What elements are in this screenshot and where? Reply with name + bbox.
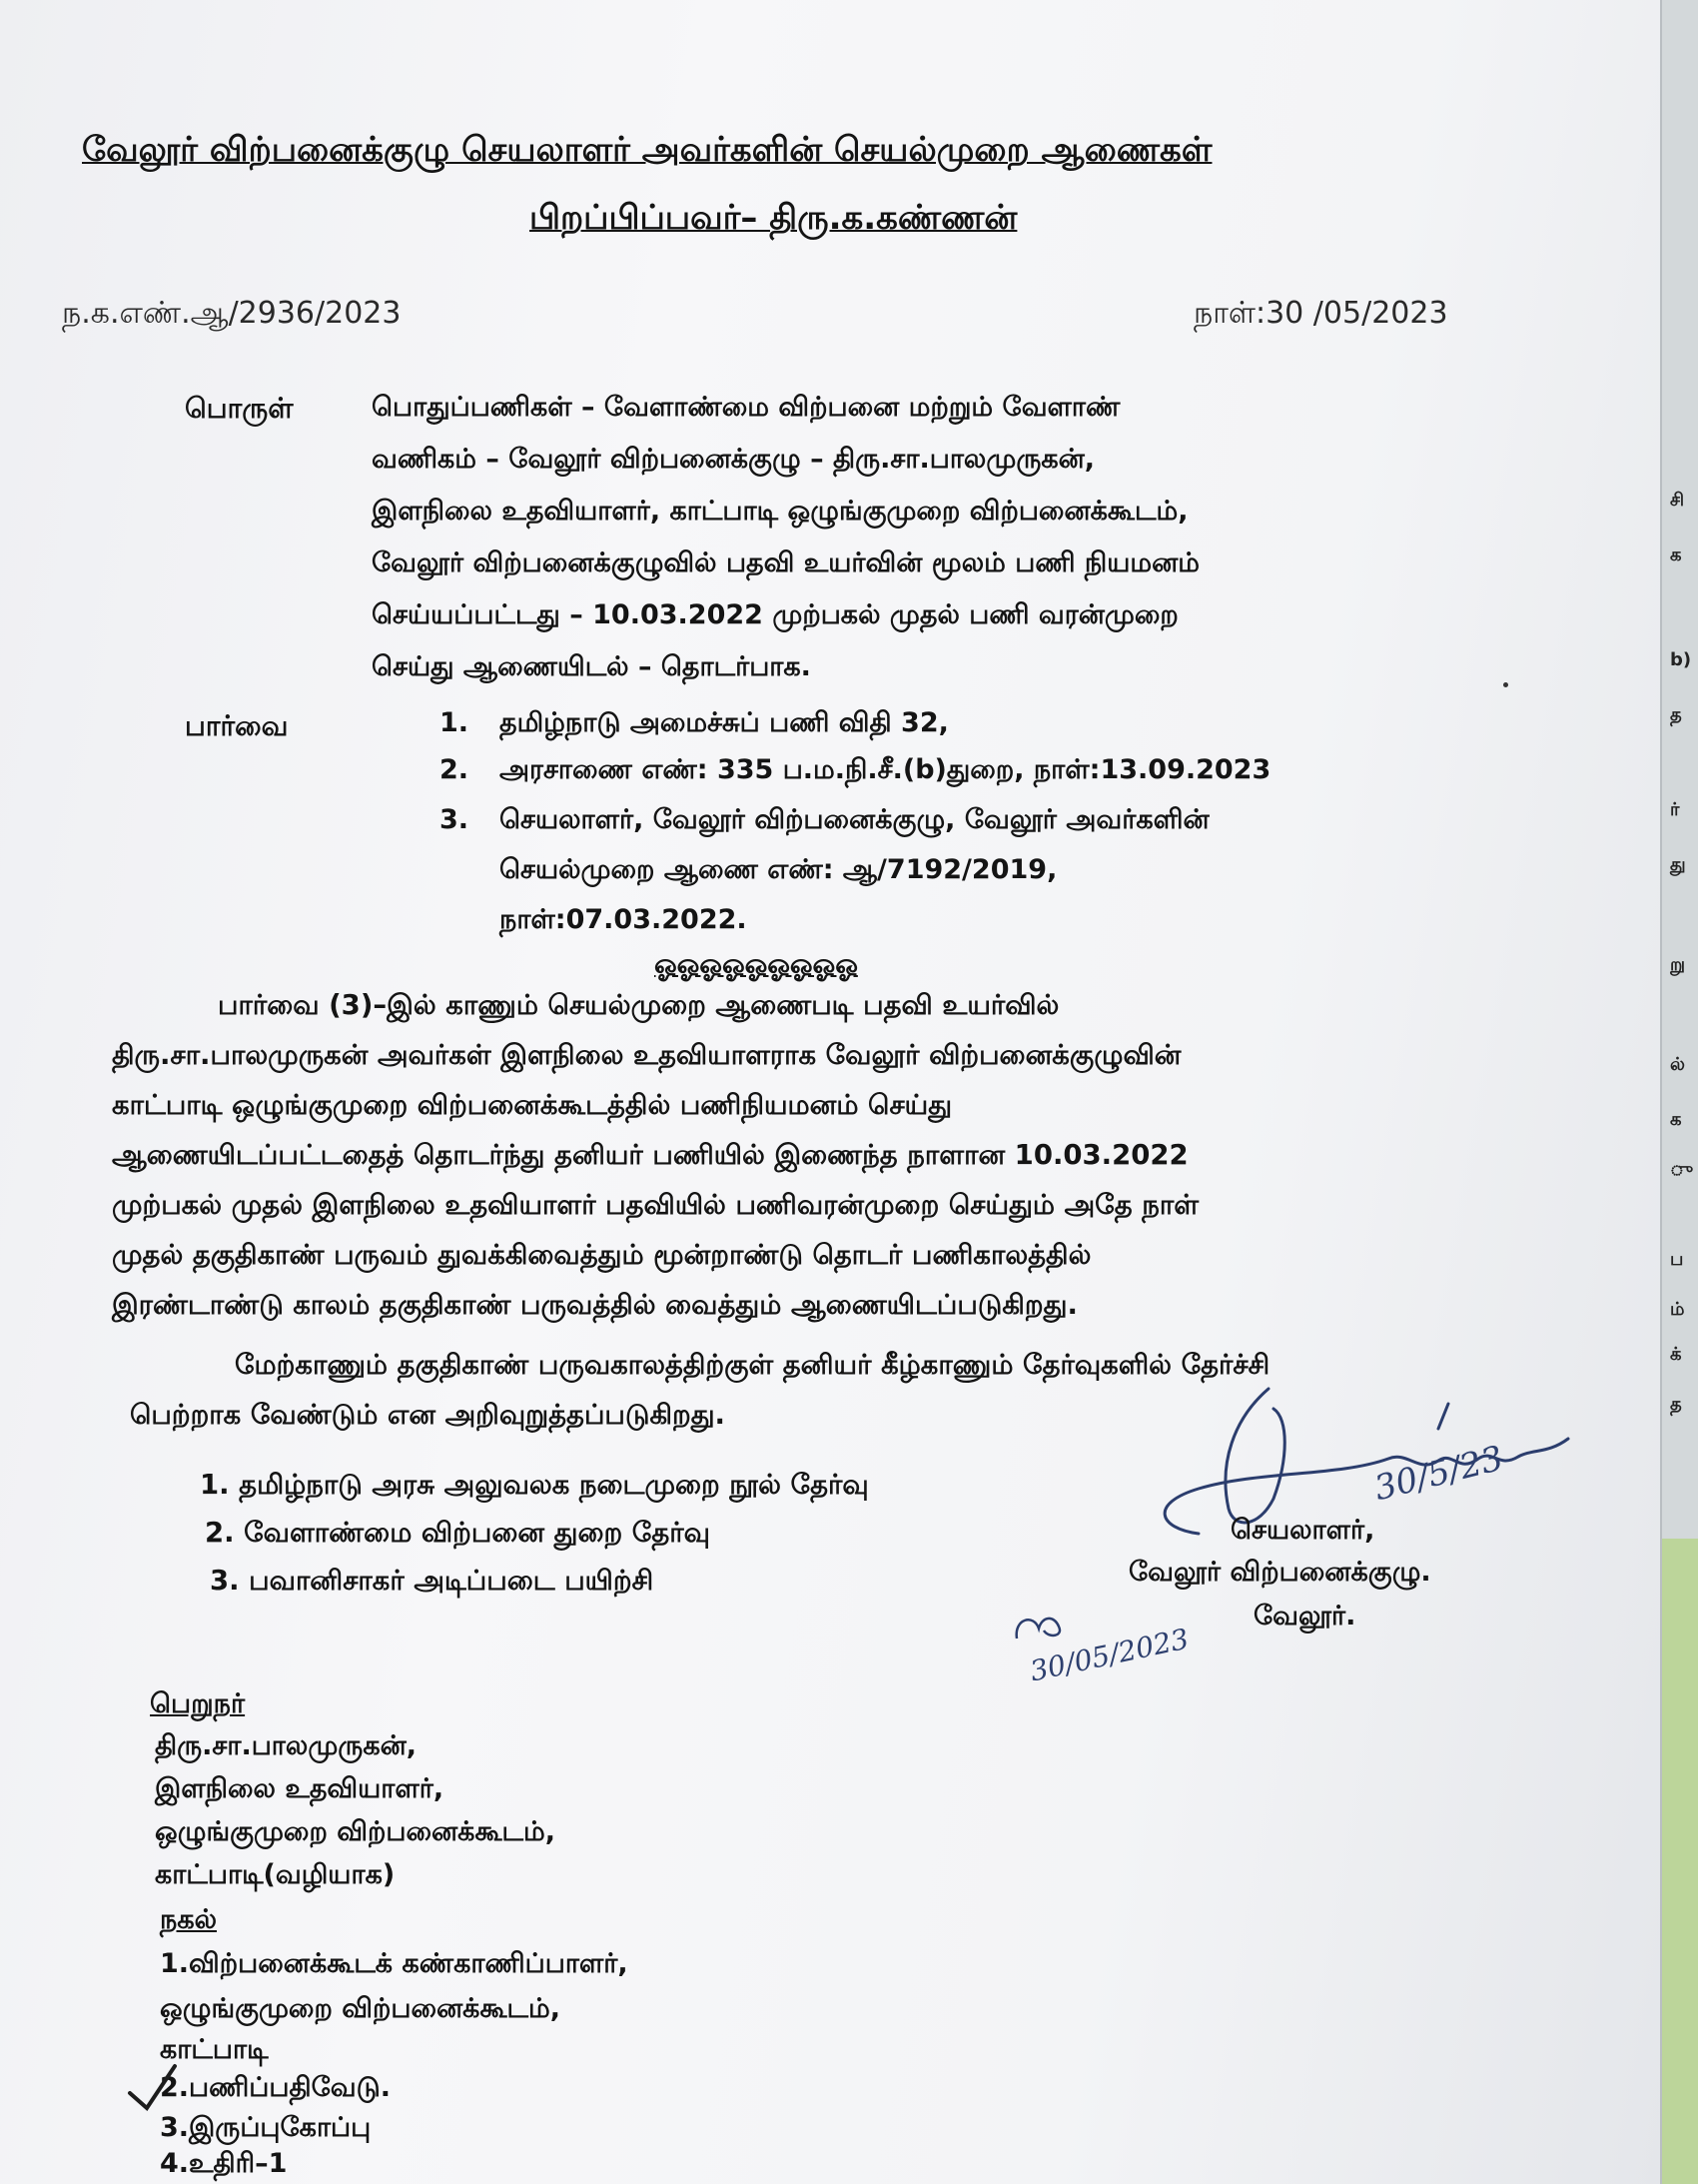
reference-item: அரசாணை எண்: 335 ப.ம.நி.சீ.(b)துறை, நாள்:13.09.2023: [499, 754, 1272, 785]
subject-label: பொருள்: [185, 392, 294, 425]
body-line: ஆணையிடப்பட்டதைத் தொடர்ந்து தனியர் பணியில் இணைந்த நாளான 10.03.2022: [112, 1139, 1189, 1171]
reference-number-1: 1.: [439, 707, 469, 738]
edge-text: க: [1670, 545, 1682, 565]
edge-text: று: [1670, 954, 1686, 975]
subject-line: வேலூர் விற்பனைக்குழுவில் பதவி உயர்வின் மூலம் பணி நியமனம்: [372, 547, 1201, 578]
edge-text: b): [1670, 649, 1692, 670]
copy-line: 2.பணிப்பதிவேடு.: [160, 2072, 391, 2103]
subject-line: வணிகம் – வேலூர் விற்பனைக்குழு – திரு.சா.பாலமுருகன்,: [372, 444, 1096, 475]
recipient-line: இளநிலை உதவியாளர்,: [155, 1773, 444, 1804]
recipient-line: ஒழுங்குமுறை விற்பனைக்கூடம்,: [155, 1816, 556, 1847]
copy-line: ஒழுங்குமுறை விற்பனைக்கூடம்,: [160, 1993, 561, 2024]
signatory-office: வேலூர் விற்பனைக்குழு.: [1129, 1557, 1431, 1588]
ink-dot: [1503, 682, 1508, 687]
reference-item: செயல்முறை ஆணை எண்: ஆ/7192/2019,: [499, 854, 1058, 885]
copy-line: 4.உதிரி–1: [160, 2148, 288, 2179]
exam-item: 1. தமிழ்நாடு அரசு அலுவலக நடைமுறை நூல் தேர்வு: [200, 1469, 869, 1501]
copy-line: 1.விற்பனைக்கூடக் கண்காணிப்பாளர்,: [160, 1948, 628, 1979]
edge-text: ம்: [1670, 1299, 1685, 1320]
body-line: இரண்டாண்டு காலம் தகுதிகாண் பருவத்தில் வைத்தும் ஆணையிடப்படுகிறது.: [112, 1289, 1078, 1321]
background-green-surface: [1662, 1539, 1698, 2184]
document-title: வேலூர் விற்பனைக்குழு செயலாளர் அவர்களின் செயல்முறை ஆணைகள்: [82, 130, 1213, 170]
edge-text: ர்: [1670, 799, 1680, 820]
reference-item: நாள்:07.03.2022.: [499, 904, 747, 935]
reference-number-3: 3.: [439, 804, 469, 835]
reference-number: ந.க.எண்.ஆ/2936/2023: [62, 296, 402, 331]
copy-label: நகல்: [160, 1904, 218, 1935]
exam-item: 2. வேளாண்மை விற்பனை துறை தேர்வு: [205, 1517, 710, 1549]
recipient-line: காட்பாடி(வழியாக): [155, 1859, 396, 1890]
body-line: திரு.சா.பாலமுருகன் அவர்கள் இளநிலை உதவியாளராக வேலூர் விற்பனைக்குழுவின்: [112, 1039, 1182, 1071]
edge-text: ு: [1670, 1159, 1694, 1180]
copy-line: 3.இருப்புகோப்பு: [160, 2112, 372, 2143]
body-line: மேற்காணும் தகுதிகாண் பருவகாலத்திற்குள் தனியர் கீழ்காணும் தேர்வுகளில் தேர்ச்சி: [235, 1349, 1271, 1381]
body-line: பார்வை (3)–இல் காணும் செயல்முறை ஆணைபடி பதவி உயர்வில்: [218, 989, 1060, 1021]
subject-line: இளநிலை உதவியாளர், காட்பாடி ஒழுங்குமுறை விற்பனைக்கூடம்,: [372, 496, 1189, 527]
edge-text: க்: [1670, 1344, 1682, 1365]
handwritten-tick-mark: [125, 2058, 185, 2128]
initials-date: 30/05/2023: [1027, 1622, 1193, 1688]
signatory-place: வேலூர்.: [1254, 1601, 1356, 1632]
initials-mark: [1009, 1609, 1079, 1648]
recipient-line: திரு.சா.பாலமுருகன்,: [155, 1730, 418, 1761]
copy-line: காட்பாடி: [160, 2034, 269, 2065]
exam-item: 3. பவானிசாகர் அடிப்படை பயிற்சி: [210, 1565, 654, 1597]
signature-date: 30/5/23: [1370, 1438, 1507, 1510]
reference-item: தமிழ்நாடு அமைச்சுப் பணி விதி 32,: [499, 707, 949, 738]
edge-text: ப: [1670, 1249, 1684, 1270]
issuer-line: பிறப்பிப்பவர்– திரு.க.கண்ணன்: [529, 198, 1018, 238]
edge-text: க: [1670, 1109, 1682, 1130]
adjacent-page-edge: [1660, 0, 1698, 2184]
edge-text: து: [1670, 854, 1686, 875]
body-line: காட்பாடி ஒழுங்குமுறை விற்பனைக்கூடத்தில் பணிநியமனம் செய்து: [112, 1089, 953, 1121]
recipient-label: பெறுநர்: [150, 1688, 246, 1719]
body-line: முற்பகல் முதல் இளநிலை உதவியாளர் பதவியில் பணிவரன்முறை செய்தும் அதே நாள்: [112, 1189, 1200, 1221]
body-line: பெற்றாக வேண்டும் என அறிவுறுத்தப்படுகிறது.: [130, 1399, 725, 1431]
edge-text: ல்: [1670, 1054, 1685, 1075]
subject-line: செய்யப்பட்டது – 10.03.2022 முற்பகல் முதல் பணி வரன்முறை: [372, 599, 1179, 630]
order-heading: ஓஓஓஓஓஓஓஓஓ: [654, 949, 858, 980]
subject-line: செய்து ஆணையிடல் – தொடர்பாக.: [372, 651, 811, 682]
references-label: பார்வை: [185, 709, 289, 742]
edge-text: த: [1670, 704, 1682, 725]
body-line: முதல் தகுதிகாண் பருவம் துவக்கிவைத்தும் மூன்றாண்டு தொடர் பணிகாலத்தில்: [112, 1239, 1092, 1271]
edge-text: சி: [1670, 490, 1685, 511]
signatory-designation: செயலாளர்,: [1231, 1515, 1375, 1546]
document-date: நாள்:30 /05/2023: [1194, 296, 1448, 331]
subject-line: பொதுப்பணிகள் – வேளாண்மை விற்பனை மற்றும் வேளாண்: [372, 392, 1121, 423]
edge-text: த: [1670, 1394, 1682, 1415]
reference-item: செயலாளர், வேலூர் விற்பனைக்குழு, வேலூர் அவர்களின்: [499, 804, 1210, 835]
reference-number-2: 2.: [439, 754, 469, 785]
